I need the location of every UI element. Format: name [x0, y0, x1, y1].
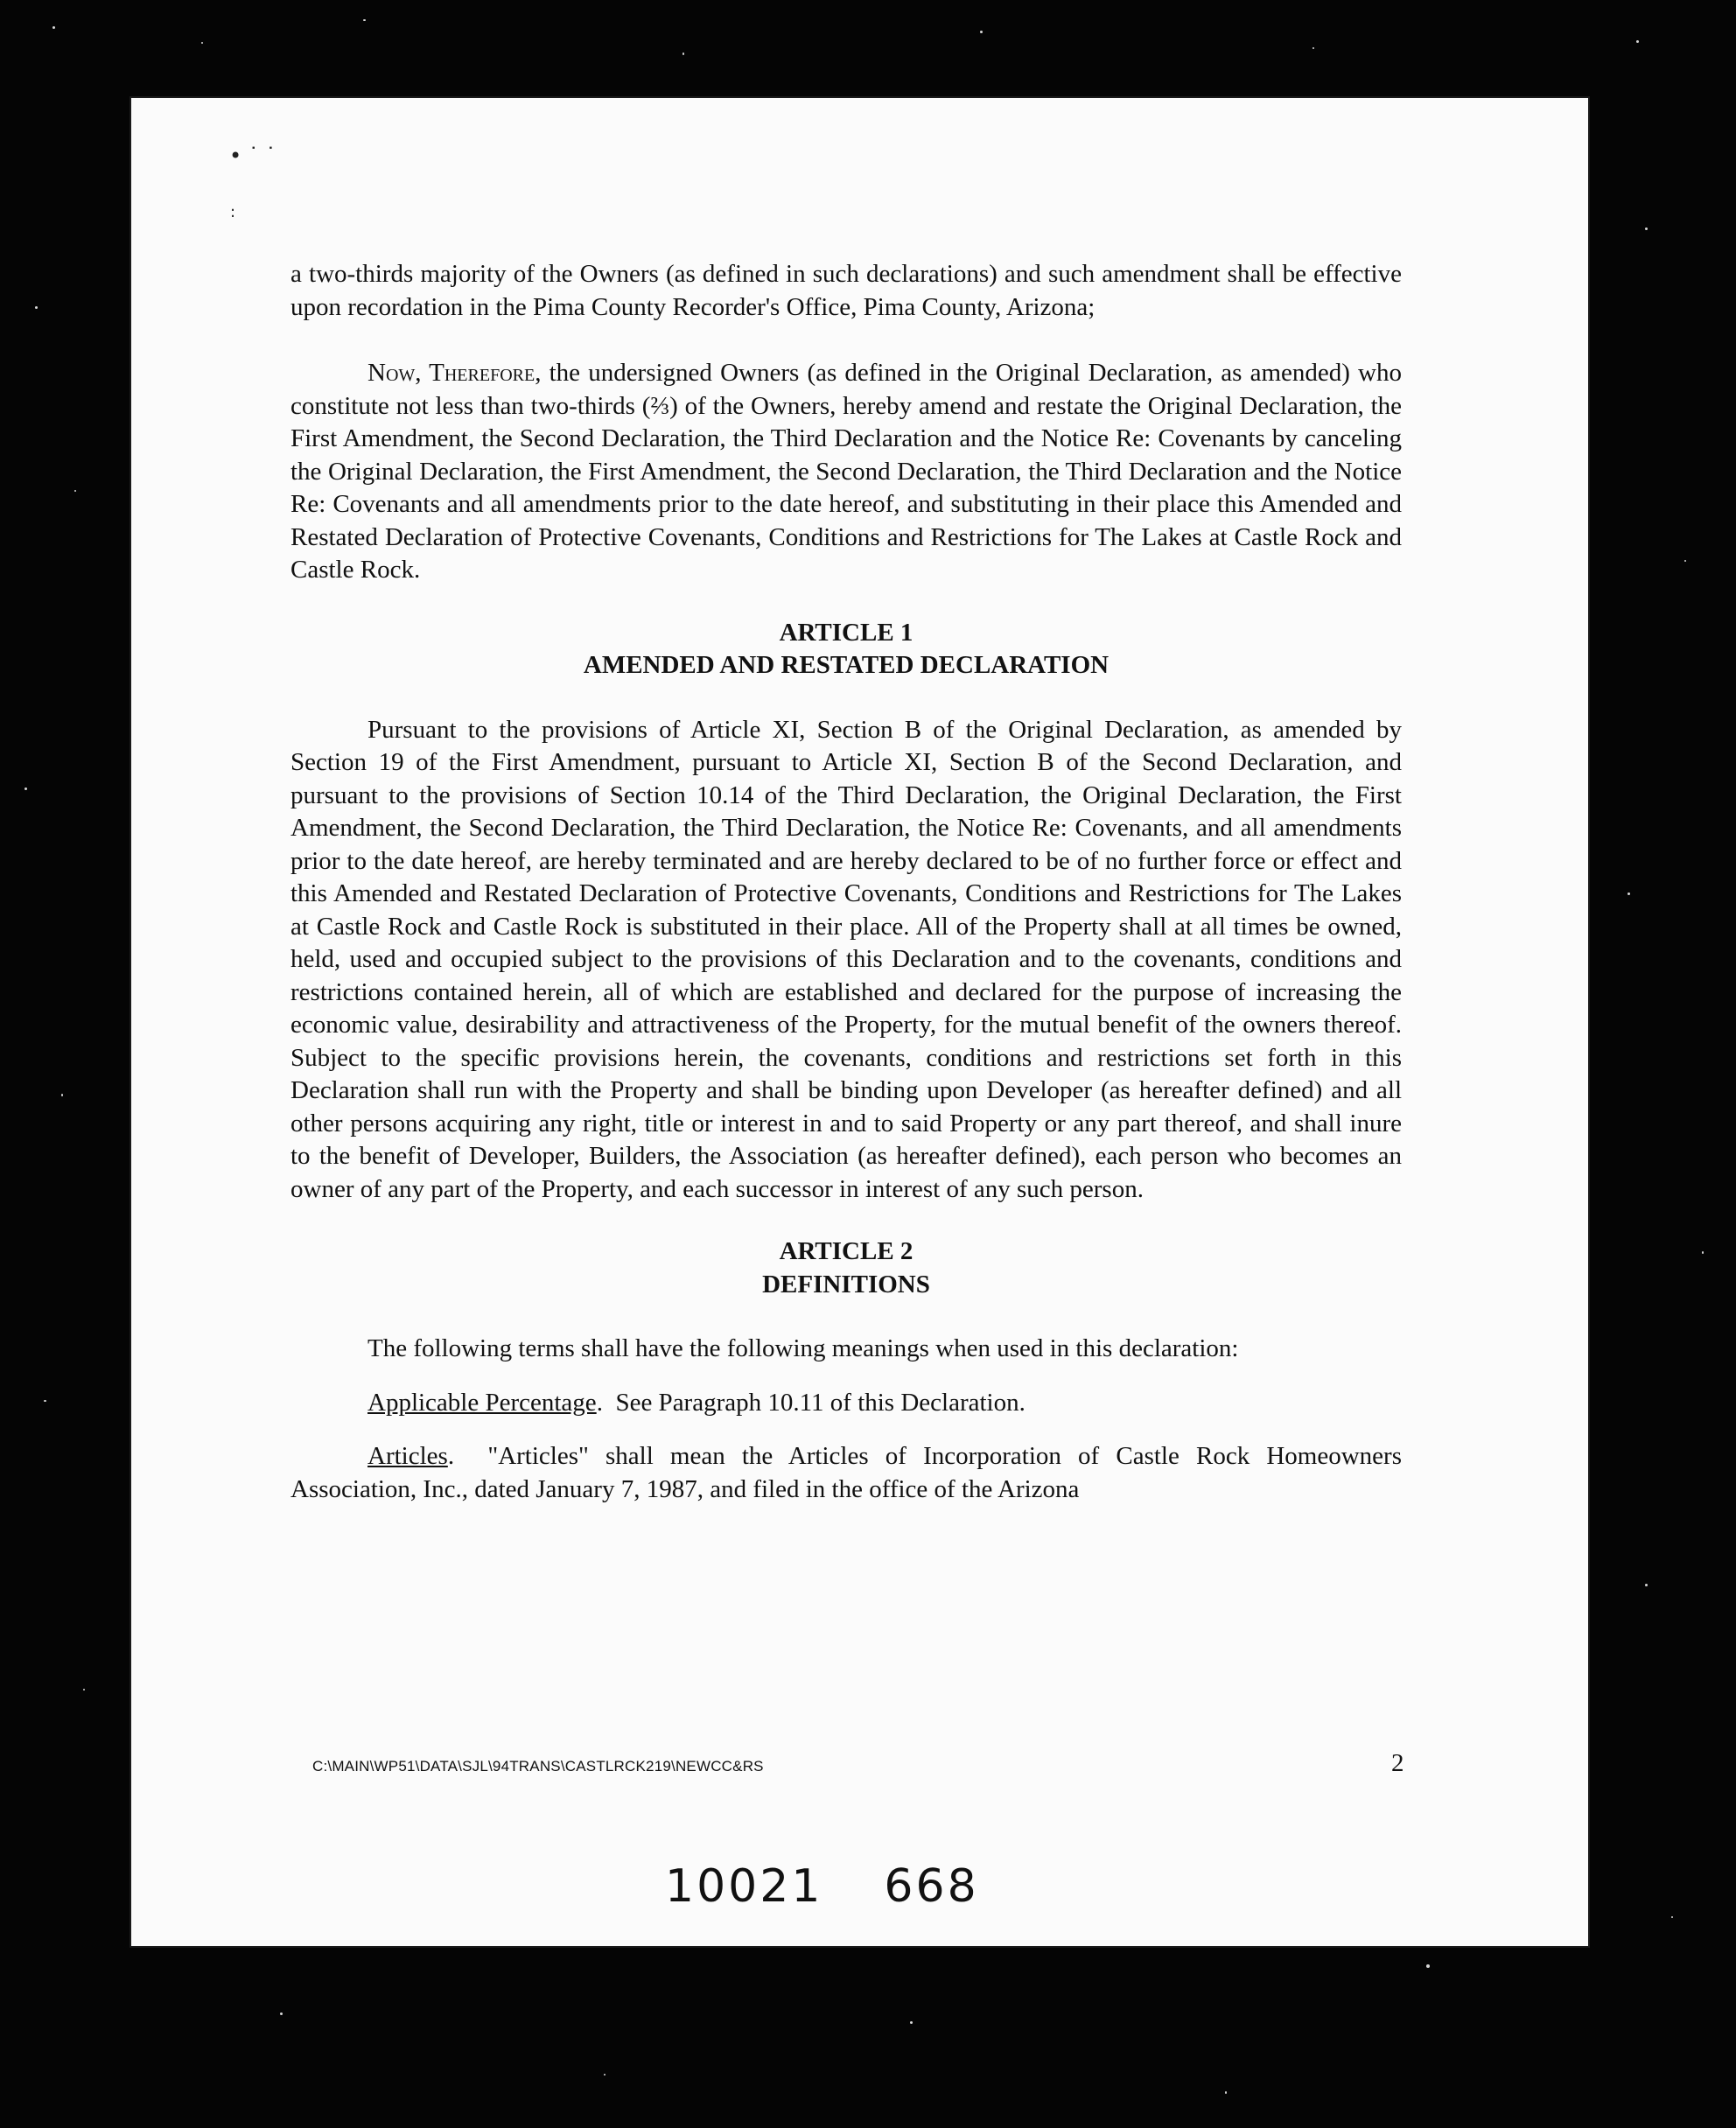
article-1-number: ARTICLE 1 [779, 618, 914, 647]
article-1-heading [290, 617, 1402, 682]
article-2-title: DEFINITIONS [762, 1270, 930, 1298]
paragraph-continuation: a two-thirds majority of the Owners (as defined in such declarations) and such amendment shall be effective upon recordation in the Pima County Recorder's Office, Pima County, Arizona; [290, 260, 1402, 321]
article-2-heading [290, 1236, 1402, 1301]
now-therefore-lead: Now, Therefore, [368, 359, 542, 387]
scan-artifact-mark: • ˙ ˙ [229, 144, 276, 168]
footer-file-path: C:\MAIN\WP51\DATA\SJL\94TRANS\CASTLRCK219\NEWCC&RS [312, 1758, 764, 1774]
document-page [131, 98, 1588, 1946]
recording-docket: 10021 [665, 1860, 823, 1913]
definition-applicable-percentage: Applicable Percentage. See Paragraph 10.11 of this Declaration. [368, 1388, 1026, 1417]
paragraph-article-1: Pursuant to the provisions of Article XI, Section B of the Original Declaration, as amended by Section 19 of the First Amendment, pursuant to Article XI, Section B of the Second Declaration, and pursuant to the provisions of Section 10.14 of the Third Declaration, the Original Declaration, the First Amendment, the Second Declaration, the Third Declaration, the Notice Re: Covenants, and all amendments prior to the date hereof, are hereby terminated and are hereby declared to be of no further force or effect and this Amended and Restated Declaration of Protective Covenants, Conditions and Restrictions for The Lakes at Castle Rock and Castle Rock is substituted in their place. All of the Property shall at all times be owned, held, used and occupied subject to the provisions of this Declaration and to the covenants, conditions and restrictions contained herein, all of which are established and declared for the purpose of increasing the economic value, desirability and attractiveness of the Property, for the mutual benefit of the owners thereof. Subject to the specific provisions herein, the covenants, conditions and restrictions set forth in this Declaration shall run with the Property and shall be binding upon Developer (as hereafter defined) and all other persons acquiring any right, title or interest in and to said Property or any part thereof, and shall inure to the benefit of Developer, Builders, the Association (as hereafter defined), each person who becomes an owner of any part of the Property, and each successor in interest of any such person. [290, 715, 1402, 1203]
paragraph-now-therefore [290, 357, 1402, 587]
article-1-title: AMENDED AND RESTATED DECLARATION [583, 651, 1110, 679]
recording-page: 668 [884, 1860, 979, 1913]
document-body [290, 258, 1402, 1506]
definition-applicable-percentage-text: See Paragraph 10.11 of this Declaration. [615, 1388, 1026, 1417]
term-articles: Articles [368, 1442, 448, 1470]
page-number: 2 [1391, 1749, 1404, 1777]
recording-stamp [665, 1860, 979, 1913]
definition-articles: Articles. "Articles" shall mean the Articles of Incorporation of Castle Rock Homeowners Association, Inc., dated January 7, 1987, and filed in the office of the Arizona [290, 1442, 1402, 1503]
now-therefore-text: the undersigned Owners (as defined in the Original Declaration, as amended) who constitute not less than two-thirds (⅔) of the Owners, hereby amend and restate the Original Declaration, the First Amendment, the Second Declaration, the Third Declaration and the Notice Re: Covenants by canceling the Original Declaration, the First Amendment, the Second Declaration, the Third Declaration and the Notice Re: Covenants and all amendments prior to the date hereof, and substituting in their place this Amended and Restated Declaration of Protective Covenants, Conditions and Restrictions for The Lakes at Castle Rock and Castle Rock. [290, 359, 1402, 584]
paragraph-definitions-intro: The following terms shall have the following meanings when used in this declaration: [368, 1334, 1239, 1362]
definition-articles-text: "Articles" shall mean the Articles of Incorporation of Castle Rock Homeowners Association, Inc., dated January 7, 1987, and filed in the office of the Arizona [290, 1442, 1402, 1503]
term-applicable-percentage: Applicable Percentage [368, 1388, 597, 1417]
article-2-number: ARTICLE 2 [779, 1237, 914, 1265]
scan-artifact-colon: : [230, 203, 236, 221]
